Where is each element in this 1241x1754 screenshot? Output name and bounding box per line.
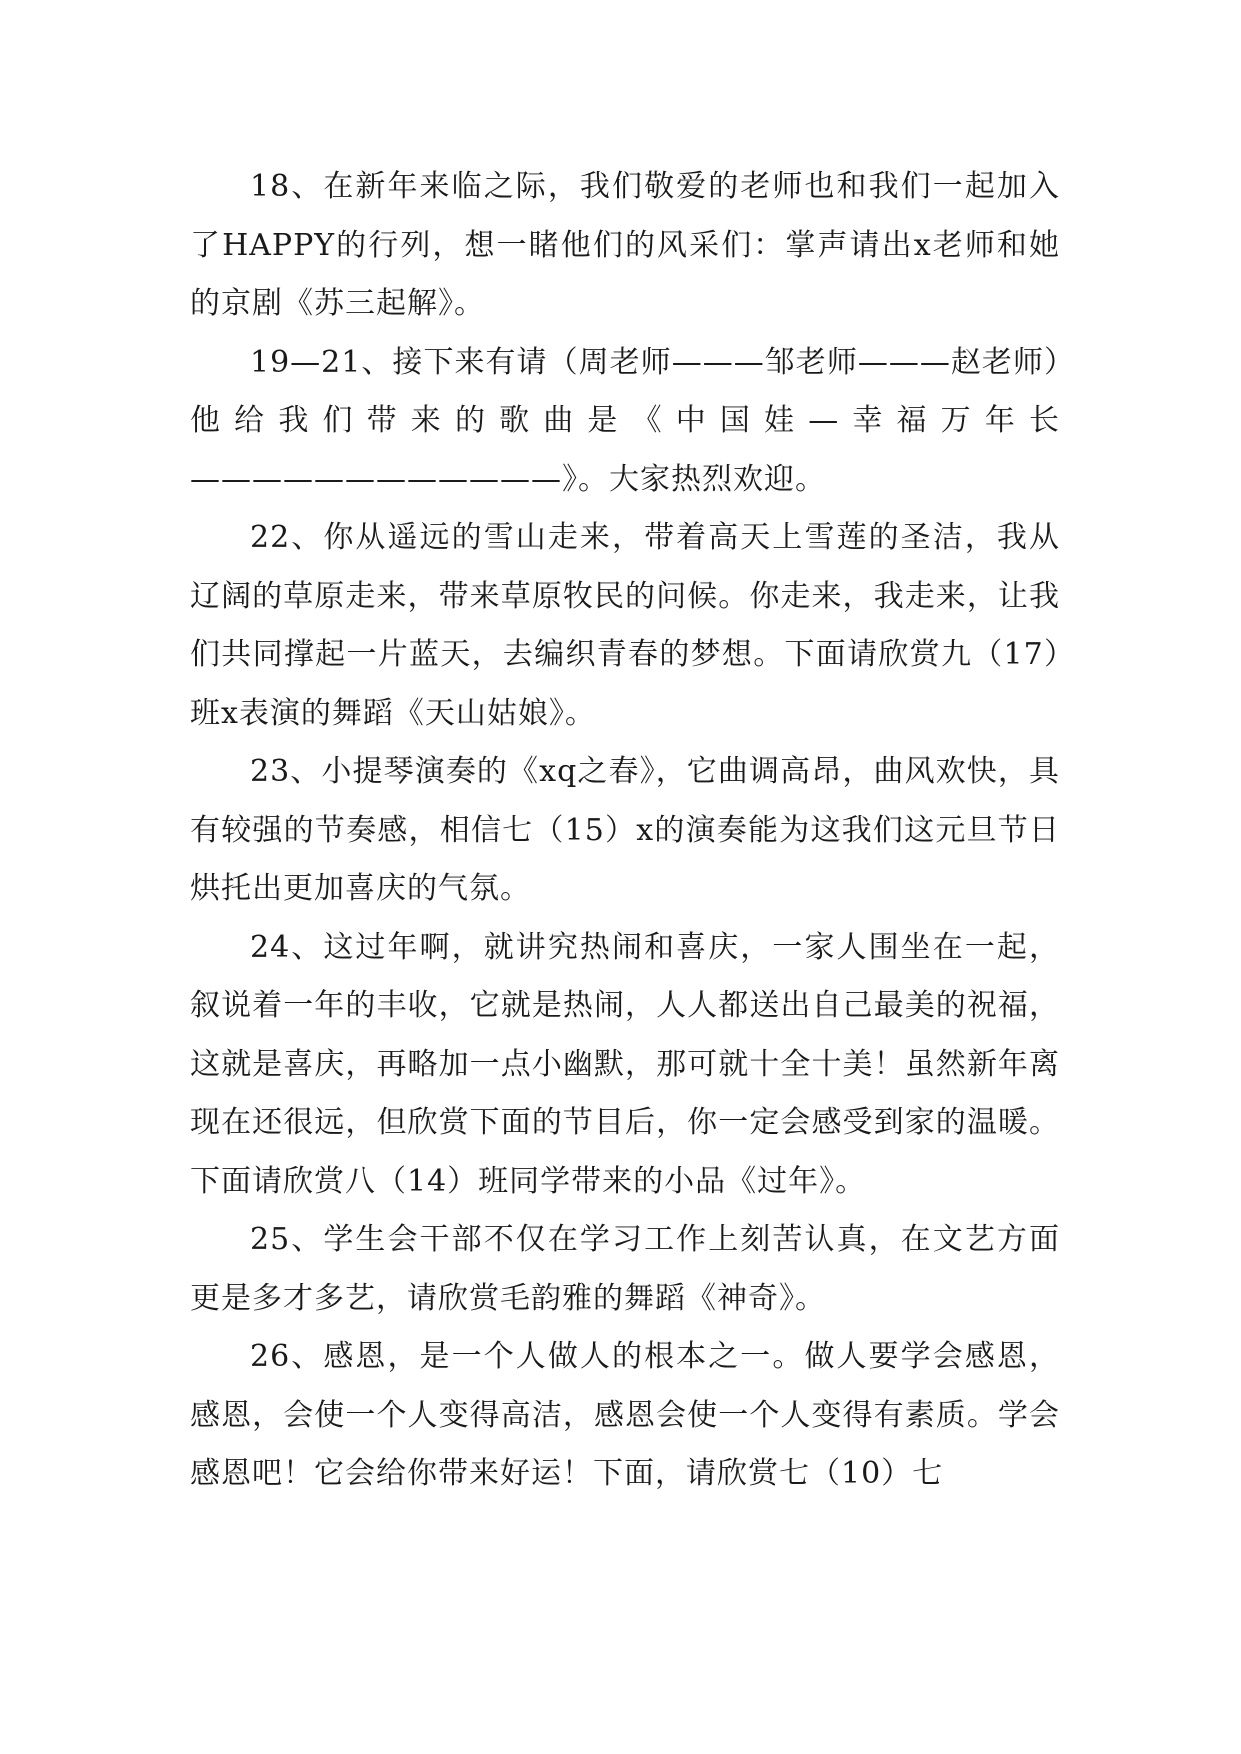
paragraph-25: 25、学生会干部不仅在学习工作上刻苦认真，在文艺方面更是多才多艺，请欣赏毛韵雅的舞蹈《神奇》。 bbox=[190, 1222, 1060, 1316]
paragraph-26: 26、感恩，是一个人做人的根本之一。做人要学会感恩，感恩，会使一个人变得高洁，感恩会使一个人变得有素质。学会感恩吧！它会给你带来好运！下面，请欣赏七（10）七 bbox=[190, 1339, 1060, 1491]
paragraph-19-21: 19—21、接下来有请（周老师———邹老师———赵老师）他给我们带来的歌曲是《中国娃—幸福万年长————————————》。大家热烈欢迎。 bbox=[190, 344, 1060, 497]
paragraph-24: 24、这过年啊，就讲究热闹和喜庆，一家人围坐在一起，叙说着一年的丰收，它就是热闹，人人都送出自己最美的祝福，这就是喜庆，再略加一点小幽默，那可就十全十美！虽然新年离现在还很远，但欣赏下面的节目后，你一定会感受到家的温暖。下面请欣赏八（14）班同学带来的小品《过年》。 bbox=[190, 929, 1060, 1199]
paragraph-23: 23、小提琴演奏的《xq之春》，它曲调高昂，曲风欢快，具有较强的节奏感，相信七（15）x的演奏能为这我们这元旦节日烘托出更加喜庆的气氛。 bbox=[190, 754, 1060, 906]
document-body bbox=[190, 158, 1060, 1504]
paragraph-18: 18、在新年来临之际，我们敬爱的老师也和我们一起加入了HAPPY的行列，想一睹他们的风采们：掌声请出x老师和她的京剧《苏三起解》。 bbox=[190, 169, 1060, 321]
paragraph-22: 22、你从遥远的雪山走来，带着高天上雪莲的圣洁，我从辽阔的草原走来，带来草原牧民的问候。你走来，我走来，让我们共同撑起一片蓝天，去编织青春的梦想。下面请欣赏九（17）班x表演的舞蹈《天山姑娘》。 bbox=[190, 520, 1060, 731]
